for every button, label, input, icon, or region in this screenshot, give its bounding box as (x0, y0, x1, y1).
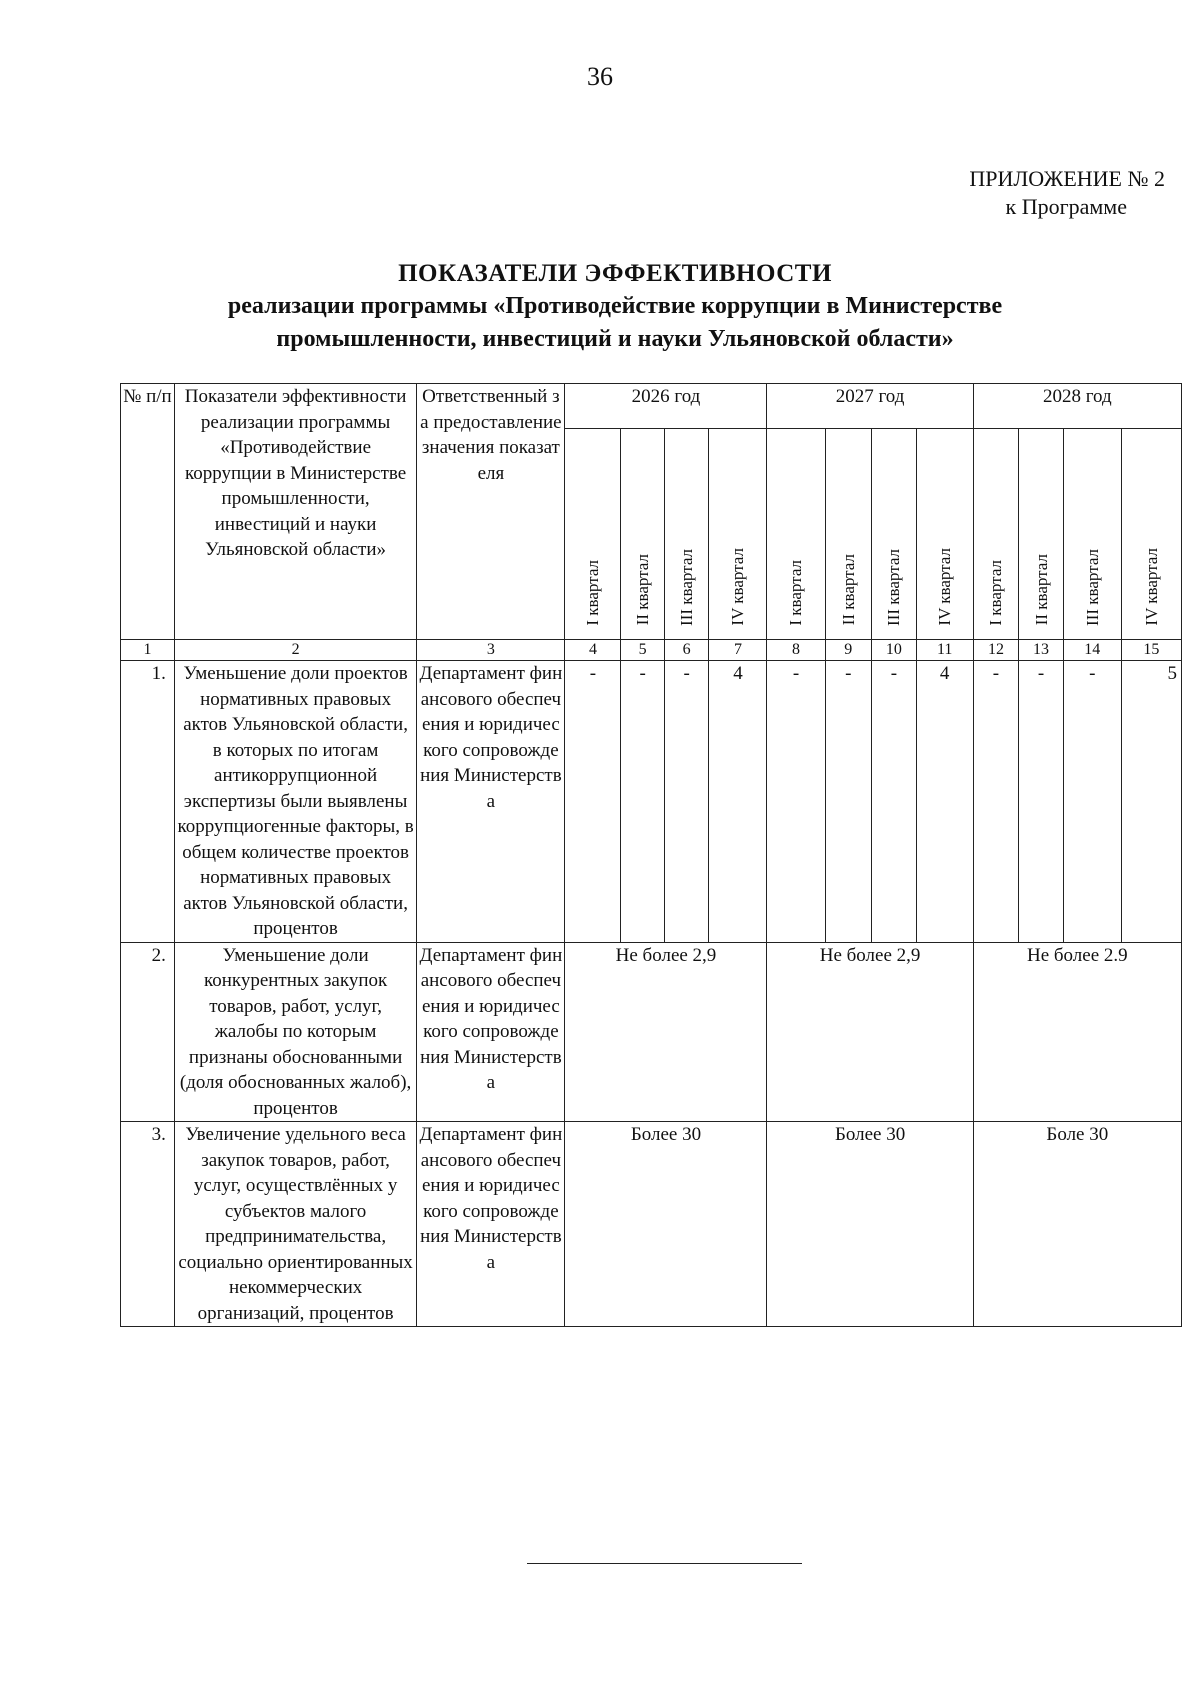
column-number: 9 (825, 640, 872, 661)
quarter-value: - (767, 661, 825, 943)
table-row (121, 1122, 1182, 1327)
quarter-value: 4 (709, 661, 767, 943)
quarter-label: III квартал (677, 548, 697, 626)
header-year-2027: 2027 год (767, 384, 973, 429)
row-number: 3. (121, 1122, 175, 1327)
table-row (121, 942, 1182, 1122)
column-number: 8 (767, 640, 825, 661)
title-sub-line-2: промышленности, инвестиций и науки Ульяновской области» (276, 326, 954, 352)
year-value-2026: Не более 2,9 (565, 942, 767, 1122)
column-numbers-row (121, 640, 1182, 661)
quarter-label: II квартал (838, 554, 858, 626)
column-number: 12 (973, 640, 1019, 661)
header-indicator: Показатели эффективности реализации программы «Противодействие коррупции в Министерстве промышленности, инвестиций и науки Ульяновской области» (174, 384, 416, 640)
quarter-label: II квартал (633, 554, 653, 626)
header-year-2028: 2028 год (973, 384, 1181, 429)
column-number: 14 (1063, 640, 1121, 661)
header-responsible: Ответственный за предоставление значения показателя (417, 384, 565, 640)
appendix-program-ref: к Программе (1005, 194, 1127, 219)
header-quarter (916, 429, 973, 640)
indicators-table (120, 383, 1182, 1327)
column-number: 4 (565, 640, 621, 661)
column-number: 7 (709, 640, 767, 661)
row-number: 2. (121, 942, 175, 1122)
quarter-value: - (1019, 661, 1064, 943)
header-quarter (1019, 429, 1064, 640)
row-responsible: Департамент финансового обеспечения и юридического сопровождения Министерства (417, 942, 565, 1122)
column-number: 2 (174, 640, 416, 661)
header-quarter (767, 429, 825, 640)
quarter-value: - (825, 661, 872, 943)
quarter-value: - (565, 661, 621, 943)
quarter-value: - (621, 661, 665, 943)
column-number: 13 (1019, 640, 1064, 661)
quarter-value: - (1063, 661, 1121, 943)
quarter-value: 5 (1121, 661, 1181, 943)
header-year-2026: 2026 год (565, 384, 767, 429)
year-value-2026: Более 30 (565, 1122, 767, 1327)
appendix-number: ПРИЛОЖЕНИЕ № 2 (969, 166, 1165, 191)
title-main: ПОКАЗАТЕЛИ ЭФФЕКТИВНОСТИ (398, 260, 832, 287)
document-title (150, 258, 1080, 356)
column-number: 1 (121, 640, 175, 661)
table-row (121, 661, 1182, 943)
header-quarter (565, 429, 621, 640)
header-quarter (621, 429, 665, 640)
header-quarter (664, 429, 709, 640)
header-quarter (872, 429, 917, 640)
quarter-label: III квартал (884, 548, 904, 626)
title-sub-line-1: реализации программы «Противодействие коррупции в Министерстве (227, 293, 1003, 319)
quarter-label: IV квартал (1141, 547, 1161, 626)
column-number: 11 (916, 640, 973, 661)
row-responsible: Департамент финансового обеспечения и юридического сопровождения Министерства (417, 1122, 565, 1327)
year-value-2028: Не более 2.9 (973, 942, 1181, 1122)
column-number: 6 (664, 640, 709, 661)
quarter-label: II квартал (1031, 554, 1051, 626)
year-value-2027: Не более 2,9 (767, 942, 973, 1122)
year-value-2027: Более 30 (767, 1122, 973, 1327)
appendix-label (905, 165, 1165, 221)
year-value-2028: Боле 30 (973, 1122, 1181, 1327)
quarter-value: - (872, 661, 917, 943)
quarter-label: IV квартал (935, 547, 955, 626)
row-indicator: Уменьшение доли проектов нормативных правовых актов Ульяновской области, в которых по итогам антикоррупционной экспертизы были выявлены коррупциогенные факторы, в общем количестве проектов нормативных правовых актов Ульяновской области, процентов (174, 661, 416, 943)
page-number: 36 (587, 62, 613, 91)
header-quarter (825, 429, 872, 640)
quarter-value: - (664, 661, 709, 943)
header-quarter (973, 429, 1019, 640)
quarter-label: I квартал (986, 559, 1006, 626)
header-row-years (121, 384, 1182, 429)
row-indicator: Уменьшение доли конкурентных закупок товаров, работ, услуг, жалобы по которым признаны обоснованными (доля обоснованных жалоб), процентов (174, 942, 416, 1122)
column-number: 10 (872, 640, 917, 661)
column-number: 5 (621, 640, 665, 661)
column-number: 3 (417, 640, 565, 661)
quarter-value: 4 (916, 661, 973, 943)
footer-divider (527, 1563, 802, 1564)
quarter-label: IV квартал (728, 547, 748, 626)
header-quarter (1121, 429, 1181, 640)
column-number: 15 (1121, 640, 1181, 661)
header-num: № п/п (121, 384, 175, 640)
header-quarter (709, 429, 767, 640)
quarter-label: III квартал (1082, 548, 1102, 626)
quarter-label: I квартал (786, 559, 806, 626)
quarter-value: - (973, 661, 1019, 943)
quarter-label: I квартал (583, 559, 603, 626)
row-indicator: Увеличение удельного веса закупок товаров, работ, услуг, осуществлённых у субъектов малого предпринимательства, социально ориентированных некоммерческих организаций, процентов (174, 1122, 416, 1327)
row-number: 1. (121, 661, 175, 943)
row-responsible: Департамент финансового обеспечения и юридического сопровождения Министерства (417, 661, 565, 943)
header-quarter (1063, 429, 1121, 640)
